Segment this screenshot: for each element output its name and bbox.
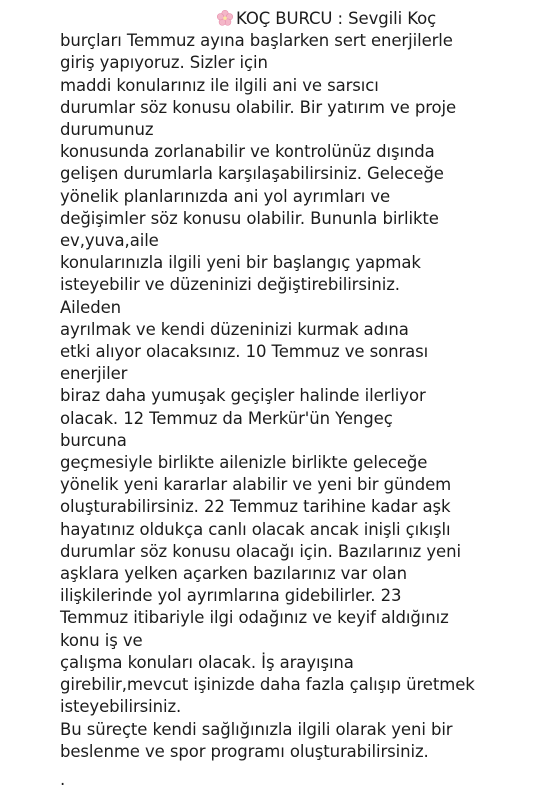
post-body-line: durumlar söz konusu olacağı için. Bazılarınız yeni [60, 541, 461, 561]
post-body-line: değişimler söz konusu olabilir. Bununla birlikte [60, 208, 439, 228]
post-body-line: maddi konularınız ile ilgili ani ve sarsıcı [60, 75, 379, 95]
post-body-line: durumlar söz konusu olabilir. Bir yatırım ve proje [60, 97, 457, 117]
post-title: KOÇ BURCU : Sevgili Koç [236, 9, 437, 28]
post-body-line: isteyebilirsiniz. [60, 697, 182, 717]
post-body-line: enerjiler [60, 364, 128, 384]
post-body-line: ilişkilerinde yol ayrımlarına gidebilirler. 23 [60, 586, 402, 606]
post-body-line: burcuna [60, 430, 127, 450]
post-body-line: isteyebilir ve düzeninizi değiştirebilirsiniz. [60, 275, 400, 295]
post-body-line: ayrılmak ve kendi düzeninizi kurmak adına [60, 319, 409, 339]
post-body-line: çalışma konuları olacak. İş arayışına [60, 652, 354, 672]
post-body-line: konusunda zorlanabilir ve kontrolünüz dışında [60, 142, 435, 162]
post-body-line: Bu süreçte kendi sağlığınızla ilgili olarak yeni bir [60, 719, 453, 739]
post-body-line: ev,yuva,aile [60, 231, 159, 251]
post-body-line: burçları Temmuz ayına başlarken sert enerjilerle [60, 31, 453, 51]
post-body-line: beslenme ve spor programı oluşturabilirsiniz. [60, 741, 429, 761]
post-body-line: biraz daha yumuşak geçişler halinde ilerliyor [60, 386, 426, 406]
post-body-line: etki alıyor olacaksınız. 10 Temmuz ve sonrası [60, 342, 429, 362]
cherry-blossom-icon [216, 9, 234, 27]
post-body-line: girebilir,mevcut işinizde daha fazla çalışıp üretmek [60, 675, 475, 695]
post-body-line: giriş yapıyoruz. Sizler için [60, 53, 268, 73]
post-body [60, 30, 550, 763]
post-text [60, 8, 550, 791]
trailing-dot: . [60, 769, 66, 789]
post-body-line: durumunuz [60, 120, 154, 140]
post-body-line: yönelik planlarınızda ani yol ayrımları ve [60, 186, 391, 206]
post-body-line: konu iş ve [60, 630, 143, 650]
post-body-line: Aileden [60, 297, 121, 317]
post-body-line: oluşturabilirsiniz. 22 Temmuz tarihine kadar aşk [60, 497, 451, 517]
post-body-line: yönelik yeni kararlar alabilir ve yeni bir gündem [60, 475, 452, 495]
post-body-line: hayatınız oldukça canlı olacak ancak inişli çıkışlı [60, 519, 451, 539]
post-body-line: aşklara yelken açarken bazılarınız var olan [60, 564, 408, 584]
post-body-line: Temmuz itibariyle ilgi odağınız ve keyif aldığınız [60, 608, 449, 628]
post-body-line: geçmesiyle birlikte ailenizle birlikte geleceğe [60, 453, 428, 473]
post-body-line: konularınızla ilgili yeni bir başlangıç yapmak [60, 253, 421, 273]
post-body-line: olacak. 12 Temmuz da Merkür'ün Yengeç [60, 408, 393, 428]
post-title-line [60, 8, 550, 30]
post-body-line: gelişen durumlarla karşılaşabilirsiniz. Geleceğe [60, 164, 444, 184]
